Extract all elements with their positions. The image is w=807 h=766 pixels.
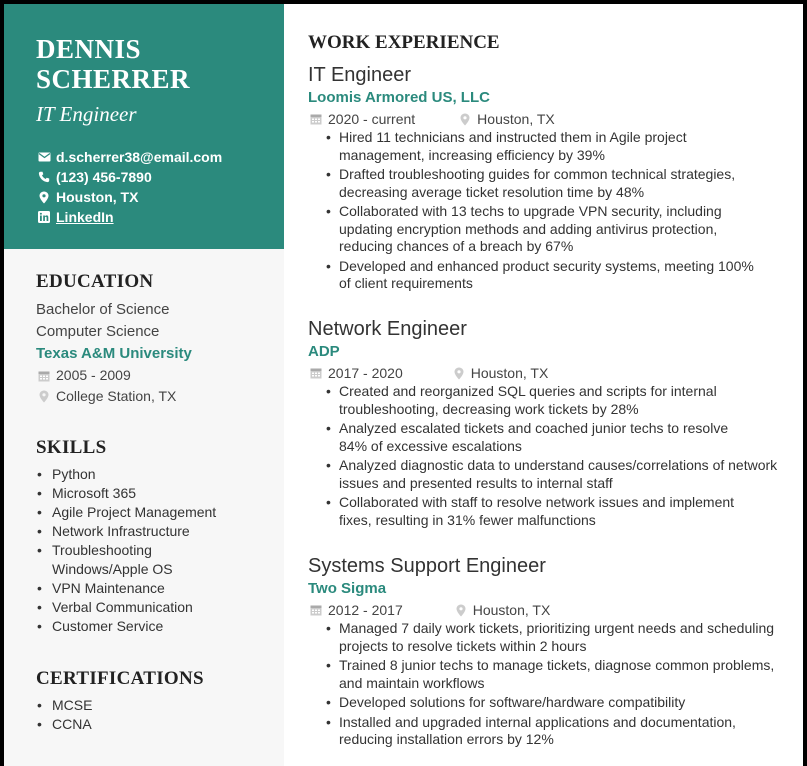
job-meta [308, 363, 788, 383]
job-dates: 2020 - current [328, 111, 416, 127]
skills-section [36, 437, 284, 636]
phone-icon [36, 171, 52, 183]
skills-heading: SKILLS [36, 437, 107, 458]
job-bullet: • Managed 7 daily work tickets, prioritizing urgent needs and scheduling projects to resolve tickets within 2 hours [326, 620, 779, 655]
contact-phone [36, 167, 284, 187]
job-bullets [308, 129, 788, 293]
location-pin-icon [457, 113, 473, 126]
job-bullet: • Collaborated with staff to resolve network issues and implement fixes, resulting in 31% fewer malfunctions [326, 494, 759, 529]
job-bullet: • Analyzed diagnostic data to understand causes/correlations of network issues and presented results to internal staff [326, 457, 788, 492]
calendar-icon [308, 367, 324, 379]
skill-item: • Troubleshooting Windows/Apple OS [36, 541, 212, 579]
linkedin-icon [36, 211, 52, 223]
education-heading: EDUCATION [36, 271, 154, 292]
job-bullet: • Created and reorganized SQL queries and scripts for internal troubleshooting, decreasing work tickets by 28% [326, 383, 769, 418]
work-experience-heading: WORK EXPERIENCE [308, 32, 500, 53]
job-title: Network Engineer [308, 318, 467, 340]
location-pin-icon [453, 604, 469, 617]
job-bullet: • Analyzed escalated tickets and coached junior techs to resolve 84% of excessive escalations [326, 420, 759, 455]
certifications-list [36, 696, 284, 734]
job-location: Houston, TX [470, 365, 549, 381]
contact-location [36, 187, 284, 207]
job-bullets [308, 383, 788, 529]
certification-item: • CCNA [36, 715, 284, 734]
job-bullet: • Collaborated with 13 techs to upgrade VPN security, including updating encryption methods and adding antivirus protection, reducing chances of a breach by 67% [326, 203, 759, 256]
resume-page [4, 4, 803, 766]
calendar-icon [308, 604, 324, 616]
job-meta [308, 600, 788, 620]
job-entry [308, 554, 788, 751]
field-of-study: Computer Science [36, 323, 160, 340]
job-bullet: • Hired 11 technicians and instructed them in Agile project management, increasing efficiency by 39% [326, 129, 769, 164]
job-title: Systems Support Engineer [308, 555, 546, 577]
sidebar-body [4, 249, 284, 734]
location-pin-icon [36, 390, 52, 403]
job-entry [308, 63, 788, 295]
job-location: Houston, TX [477, 111, 555, 127]
company-name: Loomis Armored US, LLC [308, 89, 490, 106]
job-title-header: IT Engineer [36, 102, 137, 126]
certifications-heading: CERTIFICATIONS [36, 668, 204, 689]
envelope-icon [36, 152, 52, 162]
education-dates-text: 2005 - 2009 [56, 367, 131, 383]
company-name: Two Sigma [308, 580, 387, 597]
name-line-1: DENNIS [36, 34, 142, 64]
calendar-icon [36, 370, 52, 382]
linkedin-link[interactable]: LinkedIn [56, 209, 114, 225]
school-name: Texas A&M University [36, 345, 192, 362]
education-location [36, 386, 284, 407]
name-line-2: SCHERRER [36, 64, 191, 94]
education-location-text: College Station, TX [56, 388, 177, 404]
skill-item: • Python [36, 465, 284, 484]
degree: Bachelor of Science [36, 301, 170, 318]
calendar-icon [308, 113, 324, 125]
header-block [4, 4, 284, 249]
education-dates [36, 365, 284, 386]
candidate-name [36, 34, 284, 94]
phone-text: (123) 456-7890 [56, 169, 152, 185]
email-text: d.scherrer38@email.com [56, 149, 223, 165]
education-section [36, 271, 284, 407]
skills-list [36, 465, 284, 636]
location-text: Houston, TX [56, 189, 139, 205]
certifications-section [36, 668, 284, 734]
skill-item: • VPN Maintenance [36, 579, 284, 598]
contact-linkedin [36, 207, 284, 227]
sidebar [4, 4, 284, 766]
job-bullet: • Installed and upgraded internal applications and documentation, reducing installation errors by 12% [326, 714, 739, 749]
skill-item: • Customer Service [36, 617, 284, 636]
certification-item: • MCSE [36, 696, 284, 715]
job-location: Houston, TX [472, 602, 551, 618]
company-name: ADP [308, 343, 340, 360]
job-dates: 2017 - 2020 [328, 365, 403, 381]
location-pin-icon [36, 191, 52, 204]
job-meta [308, 109, 788, 129]
job-title: IT Engineer [308, 64, 412, 86]
job-bullet: • Developed and enhanced product security systems, meeting 100% of client requirements [326, 258, 759, 293]
skill-item: • Verbal Communication [36, 598, 284, 617]
job-bullets [308, 620, 788, 749]
skill-item: • Microsoft 365 [36, 484, 284, 503]
location-pin-icon [451, 367, 467, 380]
skill-item: • Network Infrastructure [36, 522, 284, 541]
job-bullet: • Trained 8 junior techs to manage tickets, diagnose common problems, and maintain workflows [326, 657, 779, 692]
job-dates: 2012 - 2017 [328, 602, 403, 618]
contact-email [36, 147, 284, 167]
job-entry [308, 317, 788, 531]
job-bullet: • Drafted troubleshooting guides for common technical strategies, decreasing average ticket resolution time by 48% [326, 166, 788, 201]
skill-item: • Agile Project Management [36, 503, 284, 522]
job-bullet: • Developed solutions for software/hardware compatibility [326, 694, 788, 712]
